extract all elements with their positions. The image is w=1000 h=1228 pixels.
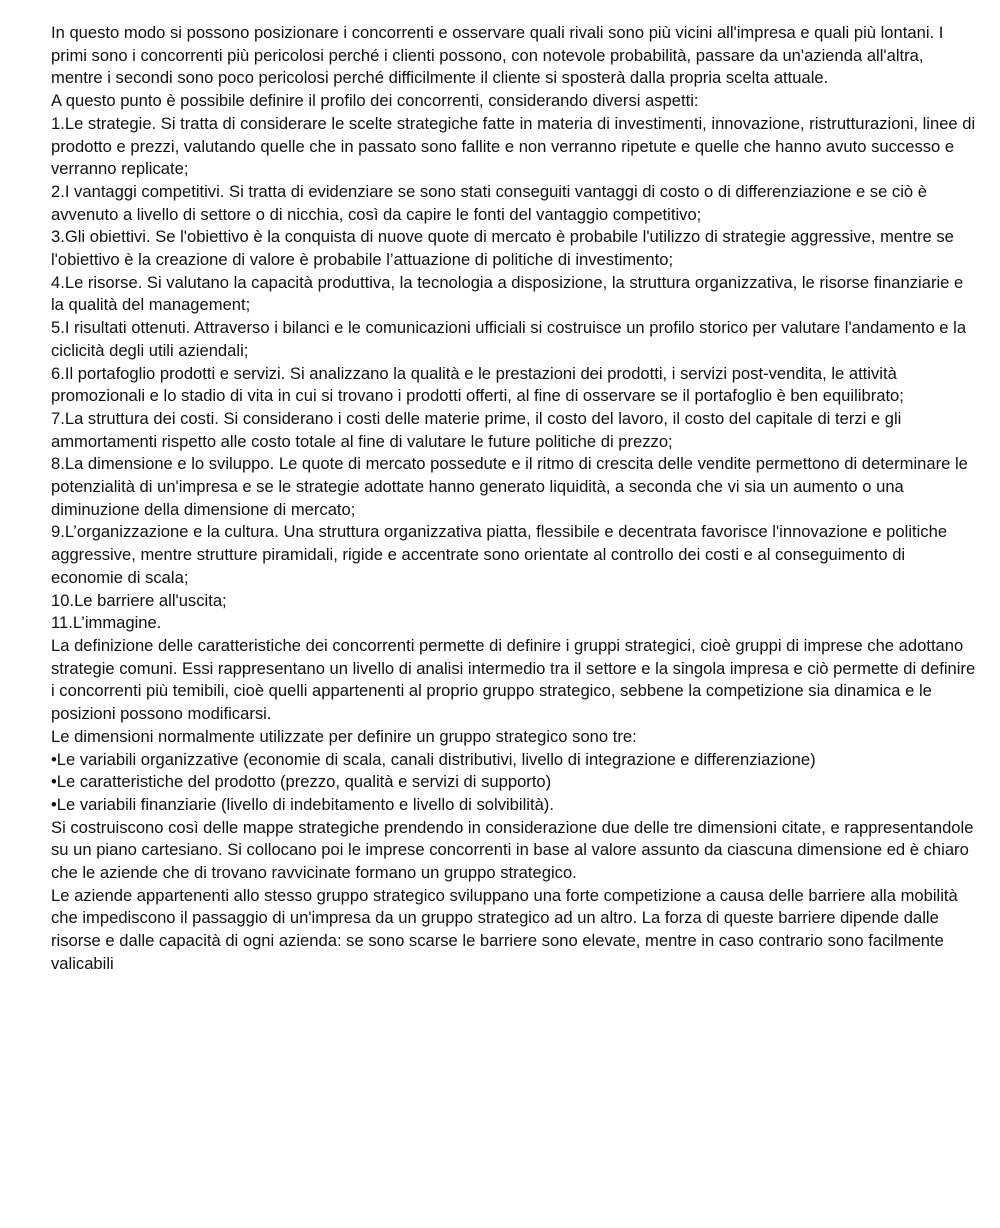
bullet-organizational-variables: •Le variabili organizzative (economie di scala, canali distributivi, livello di integrazione e differenziazione)	[51, 749, 816, 769]
list-item-cost-structure: 7.La struttura dei costi. Si considerano i costi delle materie prime, il costo del lavoro, il costo del capitale di terzi e gli ammortamenti rispetto alle costo totale al fine di valutare le future politiche di prezzo;	[51, 408, 902, 451]
bullet-product-characteristics: •Le caratteristiche del prodotto (prezzo, qualità e servizi di supporto)	[51, 772, 552, 792]
list-item-exit-barriers: 10.Le barriere all'uscita;	[51, 590, 227, 610]
list-item-organization-culture: 9.L’organizzazione e la cultura. Una struttura organizzativa piatta, flessibile e decentrata favorisce l'innovazione e politiche aggressive, mentre strutture piramidali, rigide e accentrate sono orientate al controllo dei costi e al conseguimento di economie di scala;	[51, 522, 948, 587]
paragraph-strategic-maps: Si costruiscono così delle mappe strategiche prendendo in considerazione due delle tre dimensioni citate, e rappresentandole su un piano cartesiano. Si collocano poi le imprese concorrenti in base al valore assunto da ciascuna dimensione ed è chiaro che le aziende che di trovano ravvicinate formano un gruppo strategico.	[51, 817, 974, 883]
paragraph-intro: In questo modo si possono posizionare i concorrenti e osservare quali rivali sono più vicini all'impresa e quali più lontani. I primi sono i concorrenti più pericolosi perché i clienti possono, con notevole probabilità, passare da un'azienda all'altra, mentre i secondi sono poco pericolosi perché difficilmente il cliente si sposterà dalla propria scelta attuale.	[51, 23, 944, 88]
list-item-competitive-advantages: 2.I vantaggi competitivi. Si tratta di evidenziare se sono stati conseguiti vantaggi di costo o di differenziazione e se ciò è avvenuto a livello di settore o di nicchia, così da capire le fonti del vantaggio competitivo;	[51, 181, 927, 224]
paragraph-dimensions-intro: Le dimensioni normalmente utilizzate per definire un gruppo strategico sono tre:	[51, 726, 637, 746]
paragraph-profile-intro: A questo punto è possibile definire il profilo dei concorrenti, considerando diversi aspetti:	[51, 91, 699, 111]
list-item-portfolio: 6.Il portafoglio prodotti e servizi. Si analizzano la qualità e le prestazioni dei prodotti, i servizi post-vendita, le attività promozionali e lo stadio di vita in cui si trovano i prodotti offerti, al fine di osservare se il portafoglio è ben equilibrato;	[51, 363, 904, 406]
list-item-results: 5.I risultati ottenuti. Attraverso i bilanci e le comunicazioni ufficiali si costruisce un profilo storico per valutare l'andamento e la ciclicità degli utili aziendali;	[51, 318, 967, 360]
list-item-image: 11.L’immagine.	[51, 613, 162, 633]
list-item-resources: 4.Le risorse. Si valutano la capacità produttiva, la tecnologia a disposizione, la struttura organizzativa, le risorse finanziarie e la qualità del management;	[51, 272, 964, 315]
list-item-strategies: 1.Le strategie. Si tratta di considerare le scelte strategiche fatte in materia di investimenti, innovazione, ristrutturazioni, linee di prodotto e prezzi, valutando quelle che in passato sono fallite e non verranno ripetute e quelle che hanno avuto successo e verranno replicate;	[51, 113, 976, 179]
paragraph-mobility-barriers: Le aziende appartenenti allo stesso gruppo strategico sviluppano una forte competizione a causa delle barriere alla mobilità che impediscono il passaggio di un'impresa da un gruppo strategico ad un altro. La forza di queste barriere dipende dalle risorse e dalle capacità di ogni azienda: se sono scarse le barriere sono elevate, mentre in caso contrario sono facilmente valicabili	[51, 885, 958, 973]
list-item-size-growth: 8.La dimensione e lo sviluppo. Le quote di mercato possedute e il ritmo di crescita delle vendite permettono di determinare le potenzialità di un'impresa e se le strategie adottate hanno generato liquidità, a seconda che vi sia un aumento o una diminuzione della dimensione di mercato;	[51, 454, 968, 519]
bullet-financial-variables: •Le variabili finanziarie (livello di indebitamento e livello di solvibilità).	[51, 794, 554, 814]
document-page	[51, 22, 976, 976]
list-item-objectives: 3.Gli obiettivi. Se l'obiettivo è la conquista di nuove quote di mercato è probabile l'utilizzo di strategie aggressive, mentre se l'obiettivo è la creazione di valore è probabile l’attuazione di politiche di investimento;	[51, 227, 954, 270]
paragraph-strategic-groups: La definizione delle caratteristiche dei concorrenti permette di definire i gruppi strategici, cioè gruppi di imprese che adottano strategie comuni. Essi rappresentano un livello di analisi intermedio tra il settore e la singola impresa e ciò permette di definire i concorrenti più temibili, cioè quelli appartenenti al proprio gruppo strategico, sebbene la competizione sia dinamica e le posizioni possono modificarsi.	[51, 635, 976, 724]
